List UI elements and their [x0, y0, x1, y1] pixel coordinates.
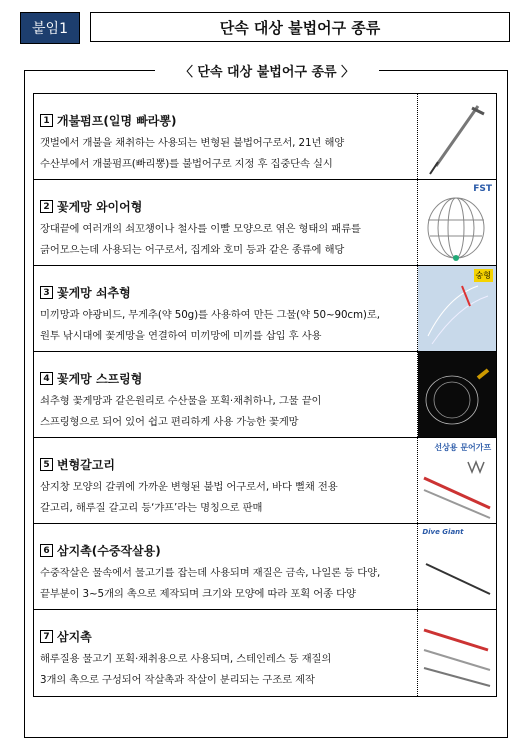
item-description-line: 쇠추형 꽃게망과 같은원리로 수산물을 포획·채취하나, 그물 끝이 [40, 395, 322, 407]
item-number: 3 [40, 286, 53, 299]
brand-logo-text: FST [473, 184, 492, 194]
item-description-line: 수중작살은 물속에서 물고기를 잡는데 사용되며 재질은 금속, 나일론 등 다양, [40, 567, 381, 579]
item-title: 삼지촉 [57, 630, 92, 644]
item-description-line: 원투 낚시대에 꽃게망을 연결하여 미끼망에 미끼를 삽입 후 사용 [40, 330, 322, 342]
item-description-line: 3개의 촉으로 구성되어 작살촉과 작살이 분리되는 구조로 제작 [40, 674, 315, 686]
item-number: 5 [40, 458, 53, 471]
item-description-line: 해루질용 물고기 포획·채취용으로 사용되며, 스테인레스 등 재질의 [40, 653, 332, 665]
gear-photo-spear [418, 524, 496, 609]
page-title: 단속 대상 불법어구 종류 [90, 12, 510, 42]
item-number: 1 [40, 114, 53, 127]
item-title: 꽃게망 와이어형 [57, 200, 143, 214]
gear-photo-weight-net [418, 266, 496, 351]
item-number: 2 [40, 200, 53, 213]
table-row [34, 94, 496, 180]
table-row [34, 352, 496, 438]
table-row [34, 610, 496, 696]
frame-title: 〈 단속 대상 불법어구 종류 〉 [155, 61, 379, 80]
item-title: 꽃게망 스프링형 [57, 372, 143, 386]
gear-photo-trident [418, 610, 496, 696]
item-description-line: 갈고리, 해루질 갈고리 등‘갸프’라는 명칭으로 판매 [40, 502, 263, 514]
item-description-line: 긁어모으는데 사용되는 어구로서, 집게와 호미 등과 같은 종류에 해당 [40, 244, 345, 256]
item-description-line: 스프링형으로 되어 있어 쉽고 편리하게 사용 가능한 꽃게망 [40, 416, 299, 428]
table-row [34, 438, 496, 524]
table-row [34, 180, 496, 266]
content-frame [24, 65, 508, 738]
item-title: 꽃게망 쇠추형 [57, 286, 131, 300]
item-title: 변형갈고리 [57, 458, 115, 472]
gear-photo-wire-net [418, 180, 496, 265]
photo-tag: 숭형 [475, 271, 491, 280]
item-title: 개불펌프(일명 빠라뽕) [57, 114, 177, 128]
table-row [34, 266, 496, 352]
item-description-line: 미끼망과 야광비드, 무게추(약 50g)를 사용하여 만든 그물(약 50~90cm)로, [40, 309, 380, 321]
gear-photo-hook [418, 438, 496, 523]
photo-caption: Dive Giant [422, 528, 464, 536]
item-description-line: 장대끝에 여러개의 쇠꼬챙이나 철사를 이빨 모양으로 엮은 형태의 패류를 [40, 223, 361, 235]
item-description-line: 끝부분이 3~5개의 촉으로 제작되며 크기와 모양에 따라 포획 어종 다양 [40, 588, 356, 600]
item-number: 7 [40, 630, 53, 643]
item-description-line: 갯벌에서 개불을 채취하는 사용되는 변형된 불법어구로서, 21년 해양 [40, 137, 345, 149]
item-title: 삼지촉(수중작살용) [57, 544, 161, 558]
item-description-line: 수산부에서 개불펌프(빠리뽕)를 불법어구로 지정 후 집중단속 실시 [40, 158, 333, 170]
table-row [34, 524, 496, 610]
item-description-line: 삼지창 모양의 갈퀴에 가까운 변형된 불법 어구로서, 바다 뻘채 전용 [40, 481, 338, 493]
attachment-badge: 붙임1 [20, 12, 80, 44]
gear-photo-spring-net [418, 352, 496, 437]
item-number: 4 [40, 372, 53, 385]
gear-photo-pump [418, 94, 496, 179]
photo-caption: 선상용 문어가프 [434, 443, 492, 452]
gear-table [33, 93, 497, 697]
item-number: 6 [40, 544, 53, 557]
